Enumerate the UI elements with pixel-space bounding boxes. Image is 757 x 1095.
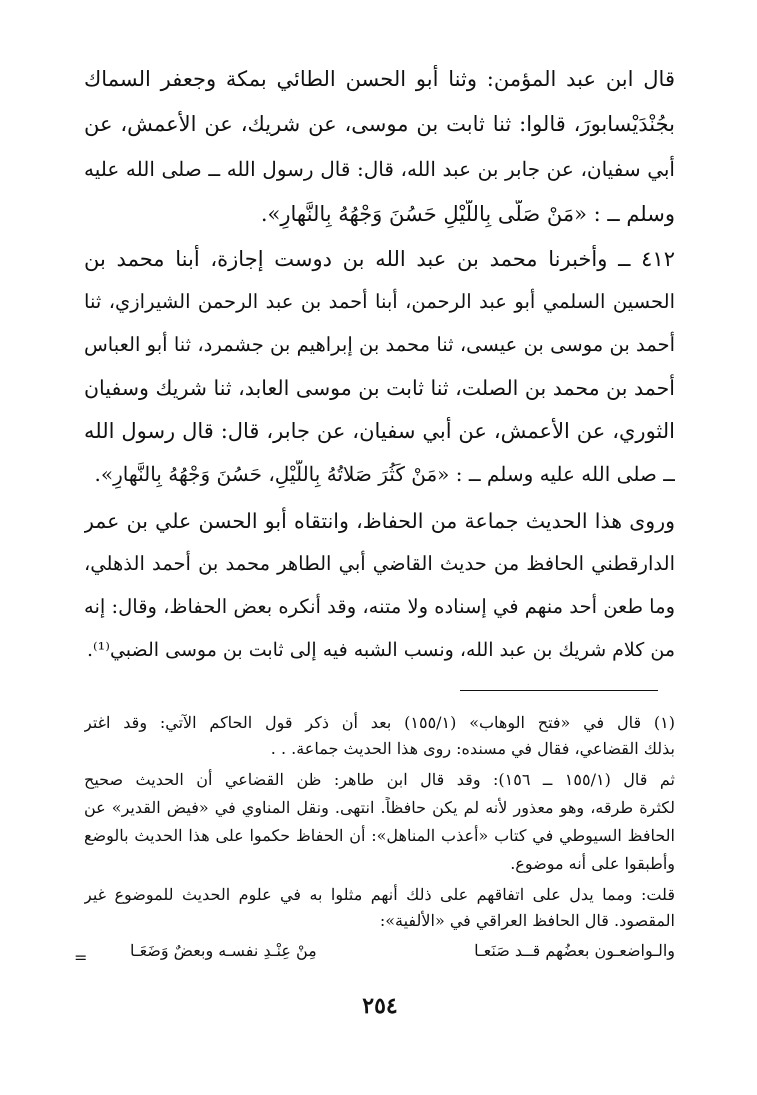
body-line: من كلام شريك بن عبد الله، ونسب الشبه فيه إلى ثابت بن موسى الضبي⁽¹⁾. <box>86 639 675 661</box>
footnote-line: ثم قال (١٥٥/١ ــ ١٥٦): وقد قال ابن طاهر: ظن القضاعي أن الحديث صحيح <box>84 770 675 789</box>
footnote-line: الحافظ السيوطي في كتاب «أعذب المناهل»: أن الحفاظ حكموا على هذا الحديث بالوضع <box>84 826 675 845</box>
verse-first-hemistich: والـواضعـون بعضُهم قــد صَنَعـا <box>474 941 675 960</box>
footnote-line: لكثرة طرقه، وهو معذور لأنه لم يكن حافظاً. انتهى. ونقل المناوي في «فيض القدير» عن <box>84 798 675 817</box>
body-line: قال ابن عبد المؤمن: وثنا أبو الحسن الطائي بمكة وجعفر السماك <box>84 67 675 91</box>
body-line: ــ صلى الله عليه وسلم ــ : «مَنْ كَثُرَ صَلاتُهُ بِاللَّيْلِ، حَسُنَ وَجْهُهُ بِالنَّهارِ». <box>94 462 675 486</box>
footnote-line: بذلك القضاعي، فقال في مسنده: روى هذا الحديث جماعة. . . <box>270 739 675 758</box>
footnote-line: (١) قال في «فتح الوهاب» (١٥٥/١) بعد أن ذكر قول الحاكم الآتي: وقد اغتر <box>84 713 675 732</box>
body-line: وروى هذا الحديث جماعة من الحفاظ، وانتقاه أبو الحسن علي بن عمر <box>84 509 675 533</box>
page-number: ٢٥٤ <box>362 993 398 1019</box>
footnote-separator <box>460 690 658 691</box>
body-line: أبي سفيان، عن جابر بن عبد الله، قال: قال رسول الله ــ صلى الله عليه <box>84 157 675 181</box>
body-line: وسلم ــ : «مَنْ صَلّى بِاللَّيْلِ حَسُنَ وَجْهُهُ بِالنَّهارِ». <box>260 202 675 226</box>
footnote-line: المقصود. قال الحافظ العراقي في «الألفية»: <box>379 911 675 930</box>
body-line: بجُنْدَيْسابورَ، قالوا: ثنا ثابت بن موسى، عن شريك، عن الأعمش، عن <box>84 112 675 136</box>
body-line: ٤١٢ ــ وأخبرنا محمد بن عبد الله بن دوست إجازة، أبنا محمد بن <box>84 247 675 271</box>
footnote-line: وأطبقوا على أنه موضوع. <box>510 854 675 873</box>
body-line: أحمد بن موسى بن عيسى، ثنا محمد بن إبراهيم بن جشمرد، ثنا أبو العباس <box>84 333 675 356</box>
footnote-line: قلت: ومما يدل على اتفاقهم على ذلك أنهم مثلوا به في علوم الحديث للموضوع غير <box>84 885 675 904</box>
verse-second-hemistich: مِنْ عِنْـدِ نفسـه وبعضٌ وَضَعَـا <box>130 941 317 960</box>
body-line: الحسين السلمي أبو عبد الرحمن، أبنا أحمد بن عبد الرحمن الشيرازي، ثنا <box>84 290 675 313</box>
body-line: وما طعن أحد منهم في إسناده ولا متنه، وقد أنكره بعض الحفاظ، وقال: إنه <box>84 595 675 618</box>
body-line: الثوري، عن الأعمش، عن أبي سفيان، عن جابر، قال: قال رسول الله <box>84 419 675 443</box>
body-line: الدارقطني الحافظ من حديث القاضي أبي الطاهر محمد بن أحمد الذهلي، <box>84 552 675 575</box>
continuation-mark: = <box>74 948 88 967</box>
body-line: أحمد بن محمد بن الصلت، ثنا ثابت بن موسى العابد، ثنا شريك وسفيان <box>84 376 675 400</box>
